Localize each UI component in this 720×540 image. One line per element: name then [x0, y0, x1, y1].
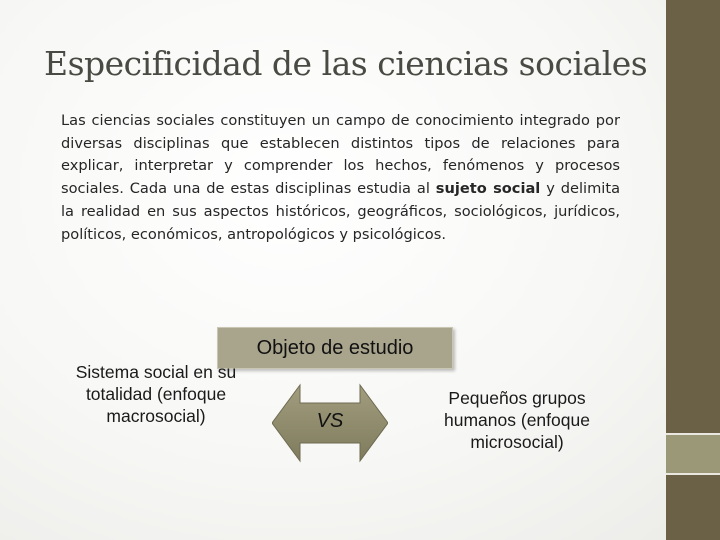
side-bar-segment-bottom — [666, 475, 720, 540]
paragraph-text-start: Las ciencias sociales constituyen un campo de conocimiento integrado por diversas disciplinas que establecen distintos tipos de relaciones para explicar, interpretar y comprender los hechos, fenómenos y procesos sociales. Cada una de estas disciplinas estudia al — [61, 112, 620, 198]
vs-label: VS — [316, 410, 344, 432]
decorative-side-bar — [666, 0, 720, 540]
body-paragraph — [61, 110, 620, 246]
side-bar-segment-top — [666, 0, 720, 433]
slide-title: Especificidad de las ciencias sociales — [44, 44, 648, 83]
object-of-study-label: Objeto de estudio — [256, 336, 414, 359]
side-bar-segment-accent — [666, 435, 720, 473]
paragraph-bold-term: sujeto social — [435, 180, 541, 198]
microsocial-text: Pequeños grupos humanos (enfoque microsocial) — [444, 388, 590, 452]
paragraph-text-end: y delimita la realidad en sus aspectos históricos, geográficos, sociológicos, jurídicos, políticos, económicos, antropológicos y psicológicos. — [61, 180, 621, 243]
macrosocial-text: Sistema social en su totalidad (enfoque macrosocial) — [75, 362, 237, 426]
